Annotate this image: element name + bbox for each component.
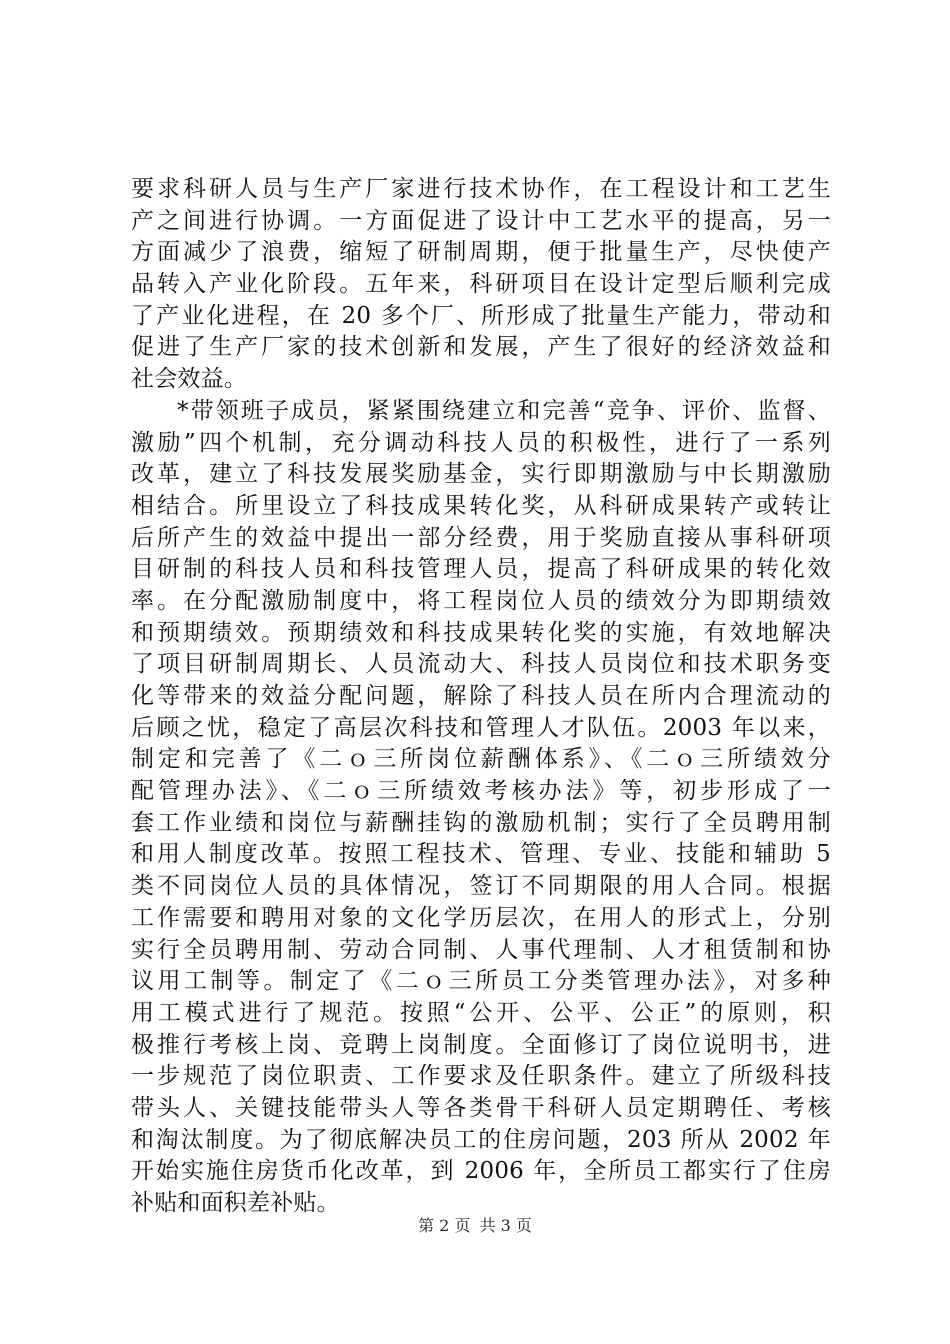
text-line: 产之间进行协调。一方面促进了设计中工艺水平的提高，另一 [131, 207, 831, 234]
text-line: 方面减少了浪费，缩短了研制周期，便于批量生产，尽快使产 [131, 239, 831, 266]
text-line: 和预期绩效。预期绩效和科技成果转化奖的实施，有效地解决 [131, 619, 831, 646]
text-line: 品转入产业化阶段。五年来，科研项目在设计定型后顺利完成 [131, 271, 831, 298]
text-line: 配管理办法》、《二ｏ三所绩效考核办法》等，初步形成了一 [131, 778, 831, 805]
text-line: 和用人制度改革。按照工程技术、管理、专业、技能和辅助 5 [131, 841, 831, 868]
text-line: 带头人、关键技能带头人等各类骨干科研人员定期聘任、考核 [131, 1094, 831, 1121]
text-line: 开始实施住房货币化改革，到 2006 年，全所员工都实行了住房 [131, 1158, 831, 1185]
text-line: 要求科研人员与生产厂家进行技术协作，在工程设计和工艺生 [131, 176, 831, 202]
text-line: 激励”四个机制，充分调动科技人员的积极性，进行了一系列 [131, 429, 831, 456]
text-line: 类不同岗位人员的具体情况，签订不同期限的用人合同。根据 [131, 873, 831, 900]
page-total: 共 3 页 [479, 1216, 532, 1235]
page-number: 第 2 页 [418, 1216, 471, 1235]
body-text [131, 174, 831, 1220]
text-line: 一步规范了岗位职责、工作要求及任职条件。建立了所级科技 [131, 1063, 831, 1090]
text-line: 制定和完善了《二ｏ三所岗位薪酬体系》、《二ｏ三所绩效分 [131, 746, 831, 773]
text-line: 化等带来的效益分配问题，解除了科技人员在所内合理流动的 [131, 683, 831, 709]
text-line: 社会效益。 [131, 366, 247, 393]
text-line: 改革，建立了科技发展奖励基金，实行即期激励与中长期激励 [131, 461, 831, 488]
text-line: 后所产生的效益中提出一部分经费，用于奖励直接从事科研项 [131, 524, 831, 551]
text-line: 后顾之忧，稳定了高层次科技和管理人才队伍。2003 年以来， [131, 714, 831, 741]
text-line: 极推行考核上岗、竞聘上岗制度。全面修订了岗位说明书，进 [131, 1031, 831, 1058]
text-line: 目研制的科技人员和科技管理人员，提高了科研成果的转化效 [131, 556, 831, 583]
text-line: 率。在分配激励制度中，将工程岗位人员的绩效分为即期绩效 [131, 587, 831, 614]
text-line: 补贴和面积差补贴。 [131, 1190, 340, 1216]
text-line: 套工作业绩和岗位与薪酬挂钩的激励机制；实行了全员聘用制 [131, 809, 831, 836]
text-line: 了产业化进程，在 20 多个厂、所形成了批量生产能力，带动和 [131, 302, 831, 329]
text-line: 工作需要和聘用对象的文化学历层次，在用人的形式上，分别 [131, 904, 831, 931]
text-line: 实行全员聘用制、劳动合同制、人事代理制、人才租赁制和协 [131, 936, 831, 963]
paragraph-start-line: *带领班子成员，紧紧围绕建立和完善“竞争、评价、监督、 [177, 397, 831, 424]
text-line: 议用工制等。制定了《二ｏ三所员工分类管理办法》，对多种 [131, 968, 831, 995]
text-line: 用工模式进行了规范。按照“公开、公平、公正”的原则，积 [131, 999, 831, 1026]
text-line: 和淘汰制度。为了彻底解决员工的住房问题，203 所从 2002 年 [131, 1126, 831, 1153]
text-line: 相结合。所里设立了科技成果转化奖，从科研成果转产或转让 [131, 492, 831, 519]
text-line: 了项目研制周期长、人员流动大、科技人员岗位和技术职务变 [131, 651, 831, 678]
page-footer [0, 1216, 950, 1236]
text-line: 促进了生产厂家的技术创新和发展，产生了很好的经济效益和 [131, 334, 831, 361]
